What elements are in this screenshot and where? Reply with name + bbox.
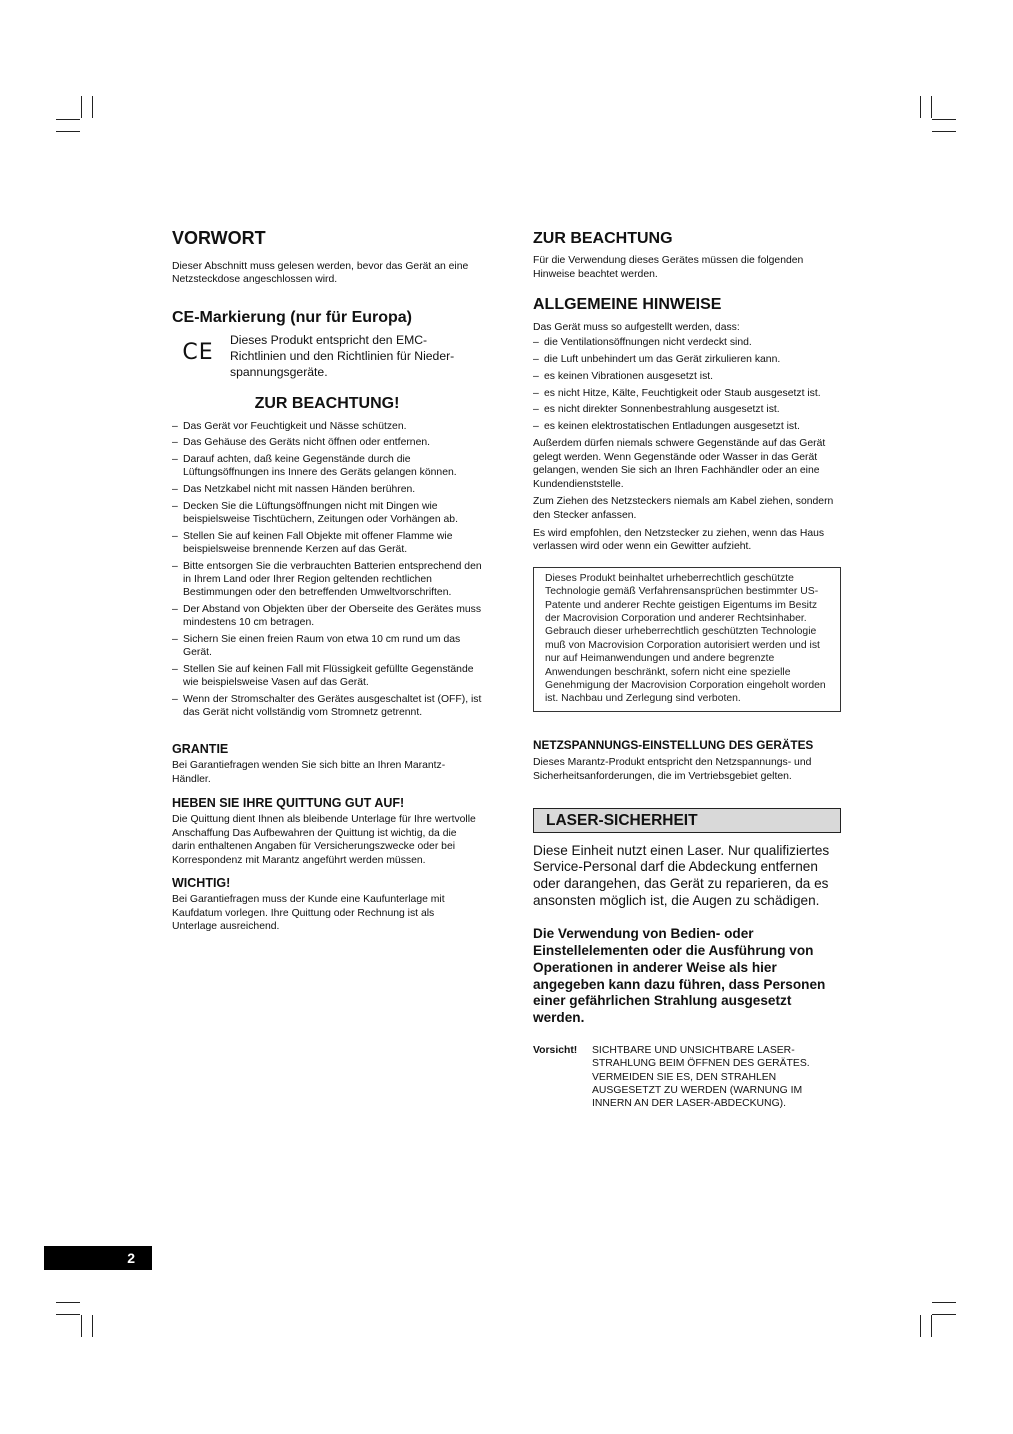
list-item: – Das Gehäuse des Geräts nicht öffnen oder entfernen. <box>172 436 482 449</box>
vorsicht-label: Vorsicht! <box>533 1044 578 1056</box>
hinweise-list <box>533 336 843 433</box>
grantie-title: GRANTIE <box>172 741 229 756</box>
hinweise-title: ALLGEMEINE HINWEISE <box>533 296 722 314</box>
netzspannung-section <box>533 738 843 784</box>
list-item: – Das Netzkabel nicht mit nassen Händen berühren. <box>172 483 482 496</box>
zur-beachtung-list <box>172 420 482 720</box>
page-number: 2 <box>44 1246 152 1270</box>
list-item: – es keinen Vibrationen ausgesetzt ist. <box>533 370 843 383</box>
list-item: – es nicht direkter Sonnenbestrahlung ausgesetzt ist. <box>533 403 843 416</box>
right-beachtung-section <box>533 229 843 281</box>
list-item: – Wenn der Stromschalter des Gerätes ausgeschaltet ist (OFF), ist das Gerät nicht vollständig vom Stromnetz getrennt. <box>172 693 482 719</box>
list-item: – die Ventilationsöffnungen nicht verdeckt sind. <box>533 336 843 349</box>
right-beachtung-text: Für die Verwendung dieses Gerätes müssen die folgenden Hinweise beachtet werden. <box>533 255 804 280</box>
list-item: – Sichern Sie einen freien Raum von etwa 10 cm rund um das Gerät. <box>172 633 482 659</box>
laser-title-bar: LASER-SICHERHEIT <box>533 808 841 833</box>
list-item: – Das Gerät vor Feuchtigkeit und Nässe schützen. <box>172 420 482 433</box>
ce-mark-icon: CE <box>182 340 214 366</box>
vorwort-section <box>172 228 482 287</box>
list-item: – Der Abstand von Objekten über der Oberseite des Gerätes muss mindestens 10 cm betragen. <box>172 603 482 629</box>
list-item: – Decken Sie die Lüftungsöffnungen nicht mit Dingen wie beispielsweise Tischtüchern, Zeitungen oder Vorhängen ab. <box>172 500 482 526</box>
wichtig-section <box>172 876 482 933</box>
quittung-section <box>172 796 482 867</box>
list-item: – Bitte entsorgen Sie die verbrauchten Batterien entsprechend den in Ihrem Land oder Ihrer Region geltenden rechtlichen Bestimmungen oder den betreffenden Umweltvorschriften. <box>172 560 482 600</box>
zur-beachtung-title: ZUR BEACHTUNG! <box>254 395 400 413</box>
right-beachtung-title: ZUR BEACHTUNG <box>533 230 673 247</box>
list-item: – Stellen Sie auf keinen Fall Objekte mit offener Flamme wie beispielsweise brennende Kerzen auf das Gerät. <box>172 530 482 556</box>
netzspannung-text: Dieses Marantz-Produkt entspricht den Netzspannungs- und Sicherheitsanforderungen, die im Vertriebsgebiet gelten. <box>533 757 812 783</box>
list-item: – es nicht Hitze, Kälte, Feuchtigkeit oder Staub ausgesetzt ist. <box>533 387 843 400</box>
laser-warning: Die Verwendung von Bedien- oder Einstellelementen oder die Ausführung von Operationen in anderer Weise als hier angegeben kann dazu führen, dass Personen einer gefährlichen Strahlung ausgesetzt werden. <box>533 926 826 1025</box>
ce-row <box>172 333 482 380</box>
macrovision-notice-box: Dieses Produkt beinhaltet urheberrechtlich geschützte Technologie gemäß Verfahrensansprüchen bestimmter US-Patente und anderer Rechte geistigen Eigentums im Besitz der Macrovision Corporation und anderer Rechtsinhaber. Gebrauch dieser urheberrechtlich geschützten Technologie muß von Macrovision Corporation autorisiert werden und ist nur auf Heimanwendungen und andere begrenzte Anwendungen beschränkt, sofern nicht eine spezielle Genehmigung der Macrovision Corporation eingeholt worden ist. Nachbau und Zerlegung sind verboten. <box>533 567 841 712</box>
ce-title: CE-Markierung (nur für Europa) <box>172 308 413 326</box>
netzspannung-title: NETZSPANNUNGS-EINSTELLUNG DES GERÄTES <box>533 737 814 752</box>
wichtig-title: WICHTIG! <box>172 876 231 891</box>
ce-section <box>172 308 482 381</box>
vorsicht-row <box>533 1044 843 1111</box>
hinweise-para-2: Zum Ziehen des Netzsteckers niemals am Kabel ziehen, sondern den Stecker anfassen. <box>533 496 834 521</box>
grantie-section <box>172 742 482 787</box>
left-column <box>172 228 482 934</box>
laser-text: Diese Einheit nutzt einen Laser. Nur qualifiziertes Service-Personal darf die Abdeckung entfernen oder darangehen, das Gerät zu reparieren, da es ansonsten möglich ist, die Augen zu schädigen. <box>533 842 830 908</box>
vorsicht-text: SICHTBARE UND UNSICHTBARE LASER-STRAHLUNG BEIM ÖFFNEN DES GERÄTES. VERMEIDEN SIE ES, DEN STRAHLEN AUSGESETZT ZU WERDEN (WARNUNG IM INNERN AN DER LASER-ABDECKUNG). <box>592 1044 810 1110</box>
hinweise-para-3: Es wird empfohlen, den Netzstecker zu ziehen, wenn das Haus verlassen wird oder wenn ein Gewitter aufzieht. <box>533 527 825 553</box>
vorwort-title: VORWORT <box>172 228 266 248</box>
quittung-title: HEBEN SIE IHRE QUITTUNG GUT AUF! <box>172 796 405 811</box>
hinweise-section <box>533 295 843 553</box>
grantie-text: Bei Garantiefragen wenden Sie sich bitte an Ihren Marantz-Händler. <box>172 760 446 785</box>
hinweise-intro: Das Gerät muss so aufgestellt werden, dass: <box>533 321 740 333</box>
list-item: – die Luft unbehindert um das Gerät zirkulieren kann. <box>533 353 843 366</box>
right-column <box>533 229 843 1111</box>
quittung-text: Die Quittung dient Ihnen als bleibende Unterlage für Ihre wertvolle Anschaffung Das Aufbewahren der Quittung ist wichtig, da die darin enthaltenen Angaben für Versicherungszwecke oder bei Korrespondenz mit Marantz angeführt werden müssen. <box>172 813 476 866</box>
laser-section <box>533 808 843 1111</box>
zur-beachtung-section <box>172 394 482 719</box>
hinweise-para-1: Außerdem dürfen niemals schwere Gegenstände auf das Gerät gelegt werden. Wenn Gegenstände oder Wasser in das Gerät gelangen, wenden Sie sich an Ihren Fachhändler oder an eine Kundendienststelle. <box>533 437 826 490</box>
list-item: – Stellen Sie auf keinen Fall mit Flüssigkeit gefüllte Gegenstände wie beispielsweise Vasen auf das Gerät. <box>172 663 482 689</box>
vorwort-text: Dieser Abschnitt muss gelesen werden, bevor das Gerät an eine Netzsteckdose angeschlossen wird. <box>172 260 469 286</box>
ce-text: Dieses Produkt entspricht den EMC-Richtlinien und den Richtlinien für Nieder-spannungsgeräte. <box>230 332 455 379</box>
wichtig-text: Bei Garantiefragen muss der Kunde eine Kaufunterlage mit Kaufdatum vorlegen. Ihre Quittung oder Rechnung ist als Unterlage ausreichend. <box>172 893 445 933</box>
list-item: – Darauf achten, daß keine Gegenstände durch die Lüftungsöffnungen ins Innere des Geräts gelangen können. <box>172 453 482 479</box>
list-item: – es keinen elektrostatischen Entladungen ausgesetzt ist. <box>533 420 843 433</box>
